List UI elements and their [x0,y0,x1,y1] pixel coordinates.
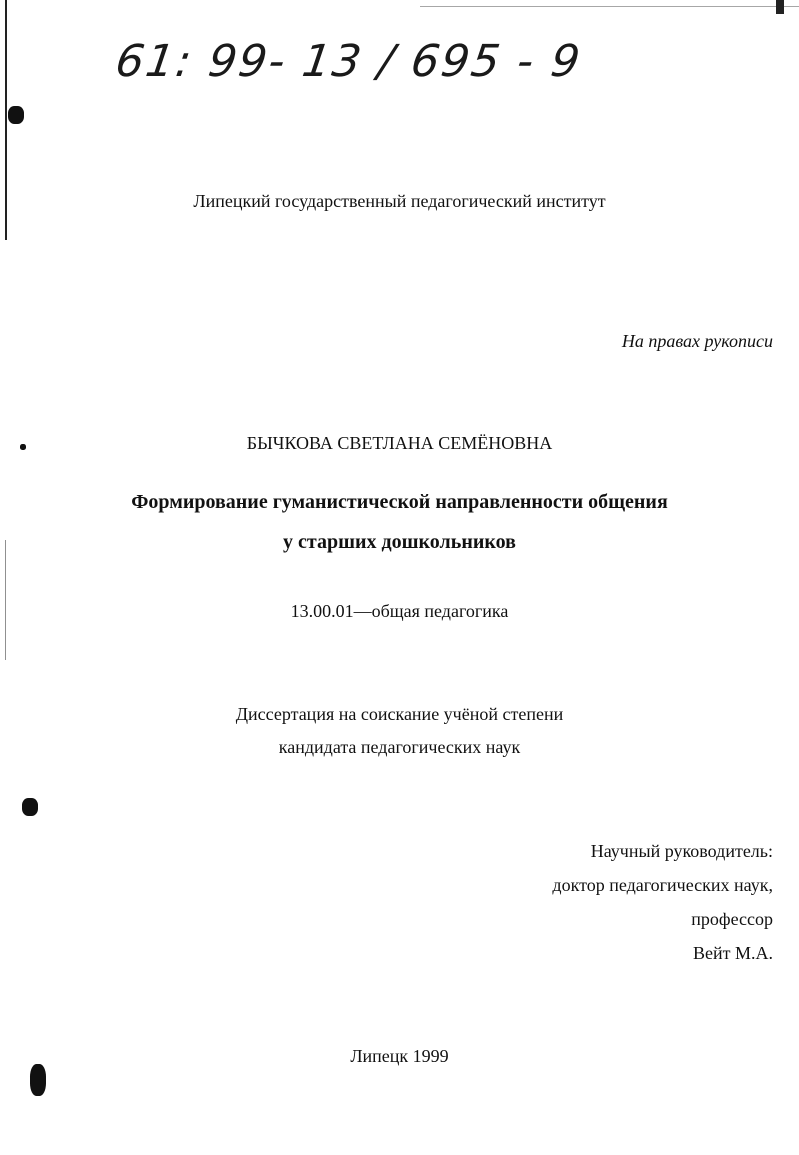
archive-number: 61: 99- 13 / 695 - 9 [112,36,585,87]
supervisor-name: Вейт М.А. [693,943,773,963]
supervisor-degree: доктор педагогических наук, [552,875,773,895]
scan-top-line [420,6,799,7]
scan-corner-mark [776,0,784,14]
city-year: Липецк 1999 [350,1046,449,1066]
degree-line2: кандидата педагогических наук [278,737,521,757]
dissertation-title-line1: Формирование гуманистической направленности общения [131,491,668,513]
punch-hole-mark [22,798,38,816]
author-name: БЫЧКОВА СВЕТЛАНА СЕМЁНОВНА [246,433,553,453]
dissertation-title-line2: у старших дошкольников [283,531,516,553]
supervisor-label: Научный руководитель: [590,841,773,861]
supervisor-rank: профессор [691,909,773,929]
specialty-code: 13.00.01—общая педагогика [290,601,509,621]
degree-line1: Диссертация на соискание учёной степени [235,704,564,724]
manuscript-note: На правах рукописи [621,331,773,351]
punch-hole-mark [8,106,24,124]
institution-name: Липецкий государственный педагогический институт [193,191,606,211]
punch-hole-mark [30,1064,46,1096]
